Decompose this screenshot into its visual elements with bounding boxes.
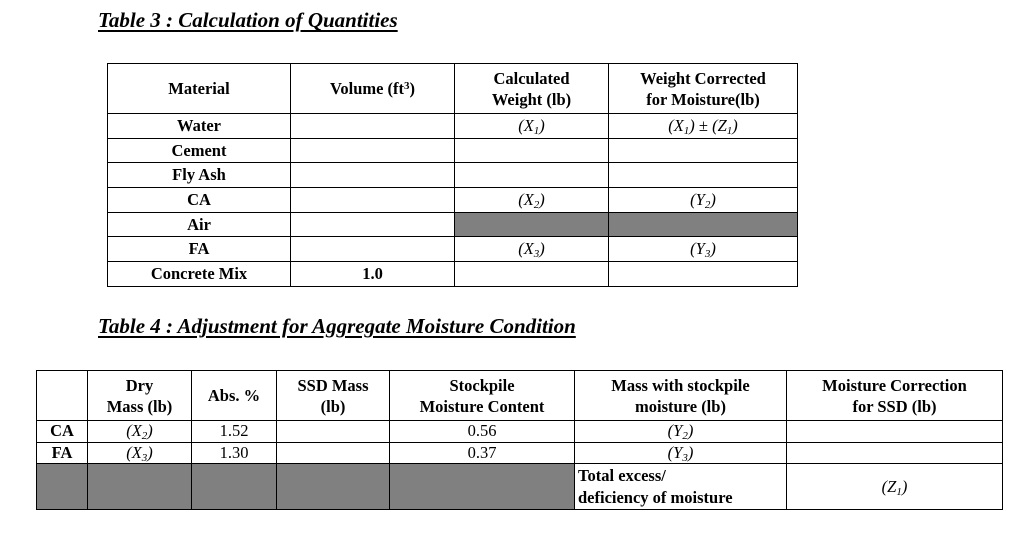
table-row [108,237,798,262]
table-row [108,188,798,213]
cell-volume-cement [291,138,455,163]
cell-dry-ca: $(X_2)$ [88,421,192,443]
cell-abs-fa: 1.30 [192,442,277,464]
row-label-cement: Cement [108,138,291,163]
cell-ssd-ca [277,421,390,443]
table4-title: Table 4 : Adjustment for Aggregate Moisture Condition [98,314,576,338]
row-label-ca: CA [108,188,291,213]
cell-dry-fa: $(X_3)$ [88,442,192,464]
table-row [108,114,798,139]
total-moisture-label: Total excess/ deficiency of moisture [575,464,787,510]
cell-corr-air-shaded [609,212,798,237]
cell-corr-ca: $(Y_2)$ [609,188,798,213]
header-absorption: Abs. % [192,371,277,421]
cell-corr-flyash [609,163,798,188]
header-calculated-weight: Calculated Weight (lb) [455,64,609,114]
header-stockpile-moisture: Stockpile Moisture Content [390,371,575,421]
cell-corr-fa: $(Y_3)$ [609,237,798,262]
cell-shaded [390,464,575,510]
table-row [37,442,1003,464]
table3-title: Table 3 : Calculation of Quantities [98,8,398,32]
total-moisture-value: $(Z_1)$ [787,464,1003,510]
cell-calc-fa: $(X_3)$ [455,237,609,262]
header-dry-mass: Dry Mass (lb) [88,371,192,421]
cell-shaded [88,464,192,510]
cell-shaded [277,464,390,510]
table-row [108,163,798,188]
cell-calc-water: $(X_1)$ [455,114,609,139]
header-blank [37,371,88,421]
quantities-table [107,63,798,287]
row-label-ca: CA [37,421,88,443]
row-label-fa: FA [37,442,88,464]
header-moisture-correction: Moisture Correction for SSD (lb) [787,371,1003,421]
cell-volume-concrete-mix: 1.0 [291,262,455,287]
header-ssd-mass: SSD Mass (lb) [277,371,390,421]
row-label-concrete-mix: Concrete Mix [108,262,291,287]
cell-stock-ca: 0.56 [390,421,575,443]
cell-volume-ca [291,188,455,213]
cell-abs-ca: 1.52 [192,421,277,443]
cell-corr-cement [609,138,798,163]
cell-calc-concrete-mix [455,262,609,287]
cell-calc-flyash [455,163,609,188]
row-label-fa: FA [108,237,291,262]
row-label-water: Water [108,114,291,139]
cell-shaded [192,464,277,510]
cell-volume-fa [291,237,455,262]
cell-corr-concrete-mix [609,262,798,287]
table-row [108,138,798,163]
cell-moist-ca [787,421,1003,443]
cell-calc-air-shaded [455,212,609,237]
cell-calc-ca: $(X_2)$ [455,188,609,213]
header-material: Material [108,64,291,114]
cell-volume-air [291,212,455,237]
cell-stock-fa: 0.37 [390,442,575,464]
cell-corr-water: $(X_1) \pm (Z_1)$ [609,114,798,139]
table-row [108,212,798,237]
header-volume: Volume $(ft^3)$ [291,64,455,114]
cell-mass-ca: $(Y_2)$ [575,421,787,443]
cell-mass-fa: $(Y_3)$ [575,442,787,464]
cell-volume-flyash [291,163,455,188]
row-label-flyash: Fly Ash [108,163,291,188]
table-row [108,262,798,287]
header-corrected-weight: Weight Corrected for Moisture(lb) [609,64,798,114]
row-label-air: Air [108,212,291,237]
cell-calc-cement [455,138,609,163]
cell-moist-fa [787,442,1003,464]
header-mass-stockpile: Mass with stockpile moisture (lb) [575,371,787,421]
moisture-adjustment-table [36,370,1003,510]
table-row-total [37,464,1003,510]
cell-shaded [37,464,88,510]
cell-volume-water [291,114,455,139]
table-row [37,421,1003,443]
cell-ssd-fa [277,442,390,464]
